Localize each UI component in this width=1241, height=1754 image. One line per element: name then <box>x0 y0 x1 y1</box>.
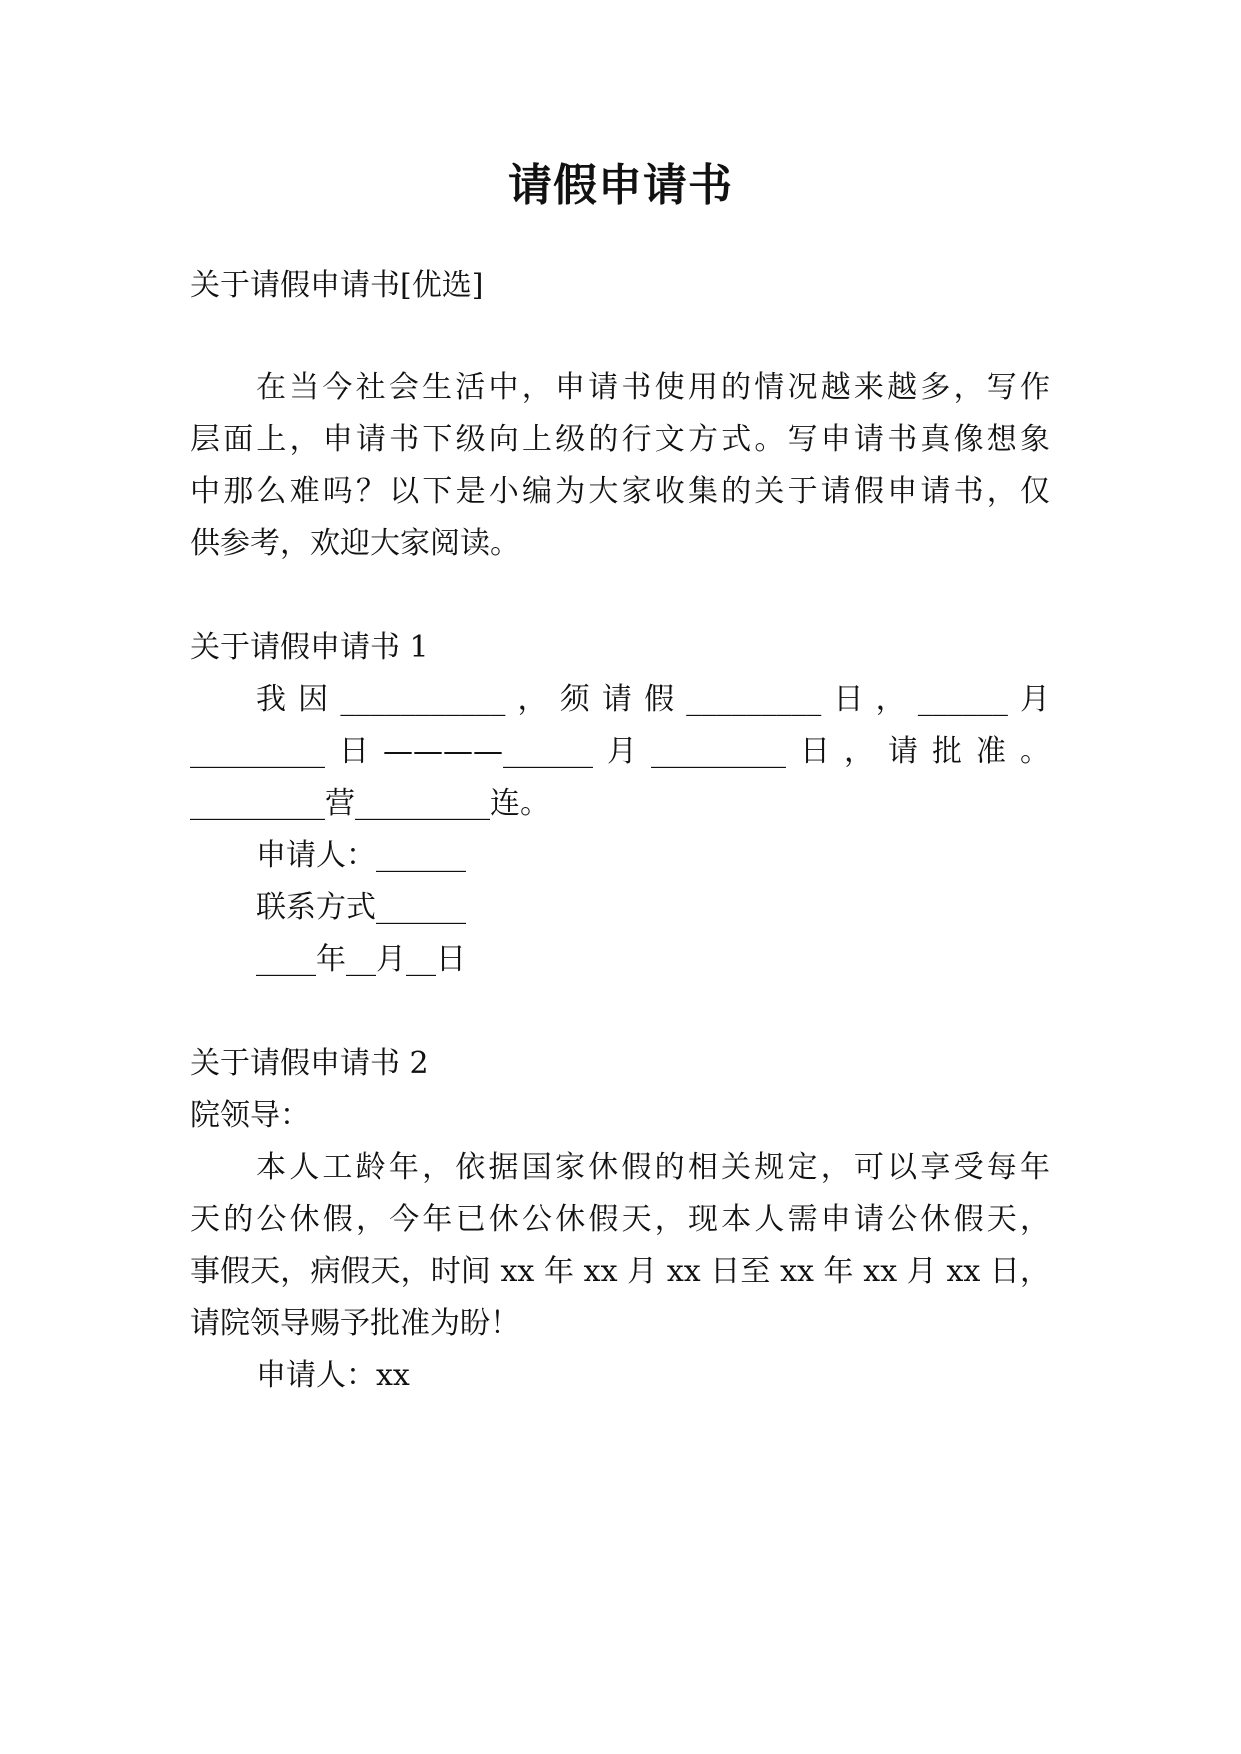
section-2-salutation: 院领导： <box>190 1098 310 1133</box>
section-1-body-line: 我因___________，须请假_________日，______月 <box>256 682 1050 717</box>
section-2-body-line: 请院领导赐予批准为盼！ <box>190 1306 520 1341</box>
section-1-body-line: _________营_________连。 <box>190 786 550 821</box>
intro-line: 中那么难吗？以下是小编为大家收集的关于请假申请书，仅 <box>190 474 1050 509</box>
document-subtitle: 关于请假申请书[优选] <box>190 268 484 303</box>
section-2-body-line: 本人工龄年，依据国家休假的相关规定，可以享受每年 <box>256 1150 1050 1185</box>
intro-line: 层面上，申请书下级向上级的行文方式。写申请书真像想象 <box>190 422 1050 457</box>
section-1-contact: 联系方式______ <box>256 890 466 925</box>
intro-line: 供参考，欢迎大家阅读。 <box>190 526 520 561</box>
section-2-body-line: 天的公休假，今年已休公休假天，现本人需申请公休假天， <box>190 1202 1050 1237</box>
section-1-date: ____年__月__日 <box>256 942 466 977</box>
section-2-heading: 关于请假申请书 2 <box>190 1046 429 1081</box>
document-title: 请假申请书 <box>508 160 733 211</box>
section-2-applicant: 申请人：xx <box>256 1358 410 1393</box>
section-2-body-line: 事假天，病假天，时间 xx 年 xx 月 xx 日至 xx 年 xx 月 xx 日， <box>190 1254 1050 1289</box>
intro-line: 在当今社会生活中，申请书使用的情况越来越多，写作 <box>256 370 1050 405</box>
section-1-heading: 关于请假申请书 1 <box>190 630 429 665</box>
section-1-body-line: _________日————______月_________日，请批准。 <box>190 734 1050 769</box>
section-1-applicant: 申请人：______ <box>256 838 466 873</box>
